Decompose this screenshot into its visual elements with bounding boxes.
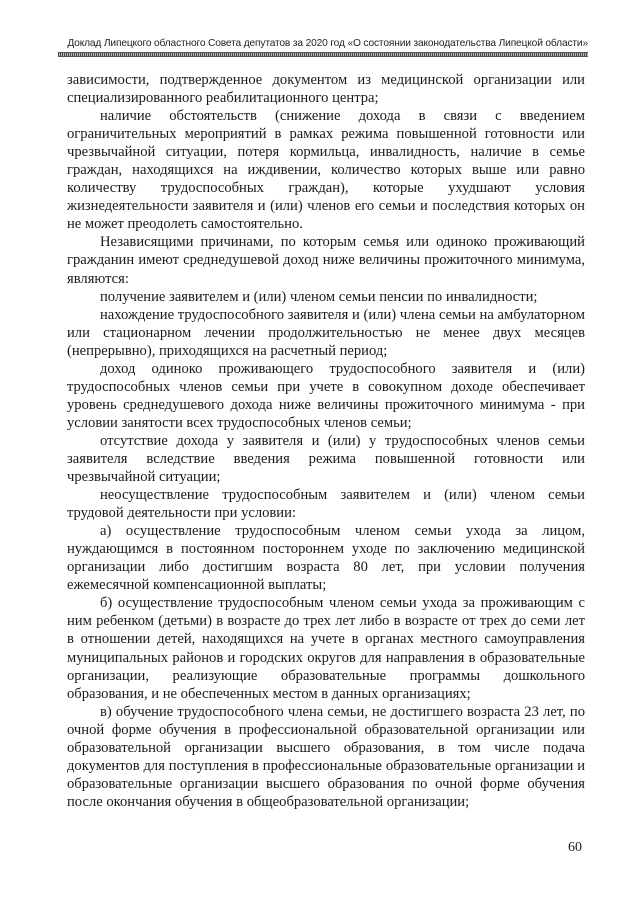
header-divider — [58, 52, 588, 57]
paragraph: а) осуществление трудоспособным членом семьи ухода за лицом, нуждающимся в постоянном постороннем уходе по заключению медицинской организации либо достигшим возраста 80 лет, при условии получения ежемесячной компенсационной выплаты; — [67, 523, 585, 594]
paragraph: б) осуществление трудоспособным членом семьи ухода за проживающим с ним ребенком (детьми) в возрасте до трех лет либо в возрасте от трех до семи лет в отношении детей, находящихся на учете в органах местного самоуправления муниципальных районов и городских округов для направления в образовательные организации, реализующие образовательные программы дошкольного образования, и не обеспеченных местом в данных организациях; — [67, 595, 585, 702]
paragraph: нахождение трудоспособного заявителя и (или) члена семьи на амбулаторном или стационарном лечении продолжительностью не менее двух месяцев (непрерывно), приходящихся на расчетный период; — [67, 306, 585, 359]
paragraph: наличие обстоятельств (снижение дохода в связи с введением ограничительных мероприятий в рамках режима повышенной готовности или чрезвычайной ситуации, потеря кормильца, инвалидность, наличие в семье граждан, находящихся на иждивении, количество которых выше или равно количеству трудоспособных граждан), которые ухудшают условия жизнедеятельности заявителя и (или) членов его семьи и последствия которых он не может преодолеть самостоятельно. — [67, 108, 585, 233]
paragraph: доход одиноко проживающего трудоспособного заявителя и (или) трудоспособных членов семьи при учете в совокупном доходе обеспечивает уровень среднедушевого дохода ниже величины прожиточного минимума - при условии занятости всех трудоспособных членов семьи; — [67, 360, 585, 431]
paragraph-continuation: зависимости, подтвержденное документом из медицинской организации или специализированного реабилитационного центра; — [67, 72, 585, 107]
page-number: 60 — [568, 840, 582, 855]
paragraph: Независящими причинами, по которым семья или одиноко проживающий гражданин имеют среднедушевой доход ниже величины прожиточного минимума, являются: — [67, 234, 585, 287]
paragraph: неосуществление трудоспособным заявителем и (или) членом семьи трудовой деятельности при условии: — [67, 487, 585, 522]
body-text — [67, 71, 585, 811]
paragraph: в) обучение трудоспособного члена семьи, не достигшего возраста 23 лет, по очной форме обучения в профессиональной образовательной организации или образовательной организации высшего образования, в том числе подача документов для поступления в профессиональные образовательные организации и образовательные организации высшего образования по очной форме обучения после окончания обучения в общеобразовательной организации; — [67, 703, 585, 810]
paragraph: отсутствие дохода у заявителя и (или) у трудоспособных членов семьи заявителя вследствие введения режима повышенной готовности или чрезвычайной ситуации; — [67, 432, 585, 486]
running-header: Доклад Липецкого областного Совета депутатов за 2020 год «О состоянии законодательства Липецкой области» — [67, 38, 588, 49]
paragraph: получение заявителем и (или) членом семьи пенсии по инвалидности; — [100, 288, 538, 305]
